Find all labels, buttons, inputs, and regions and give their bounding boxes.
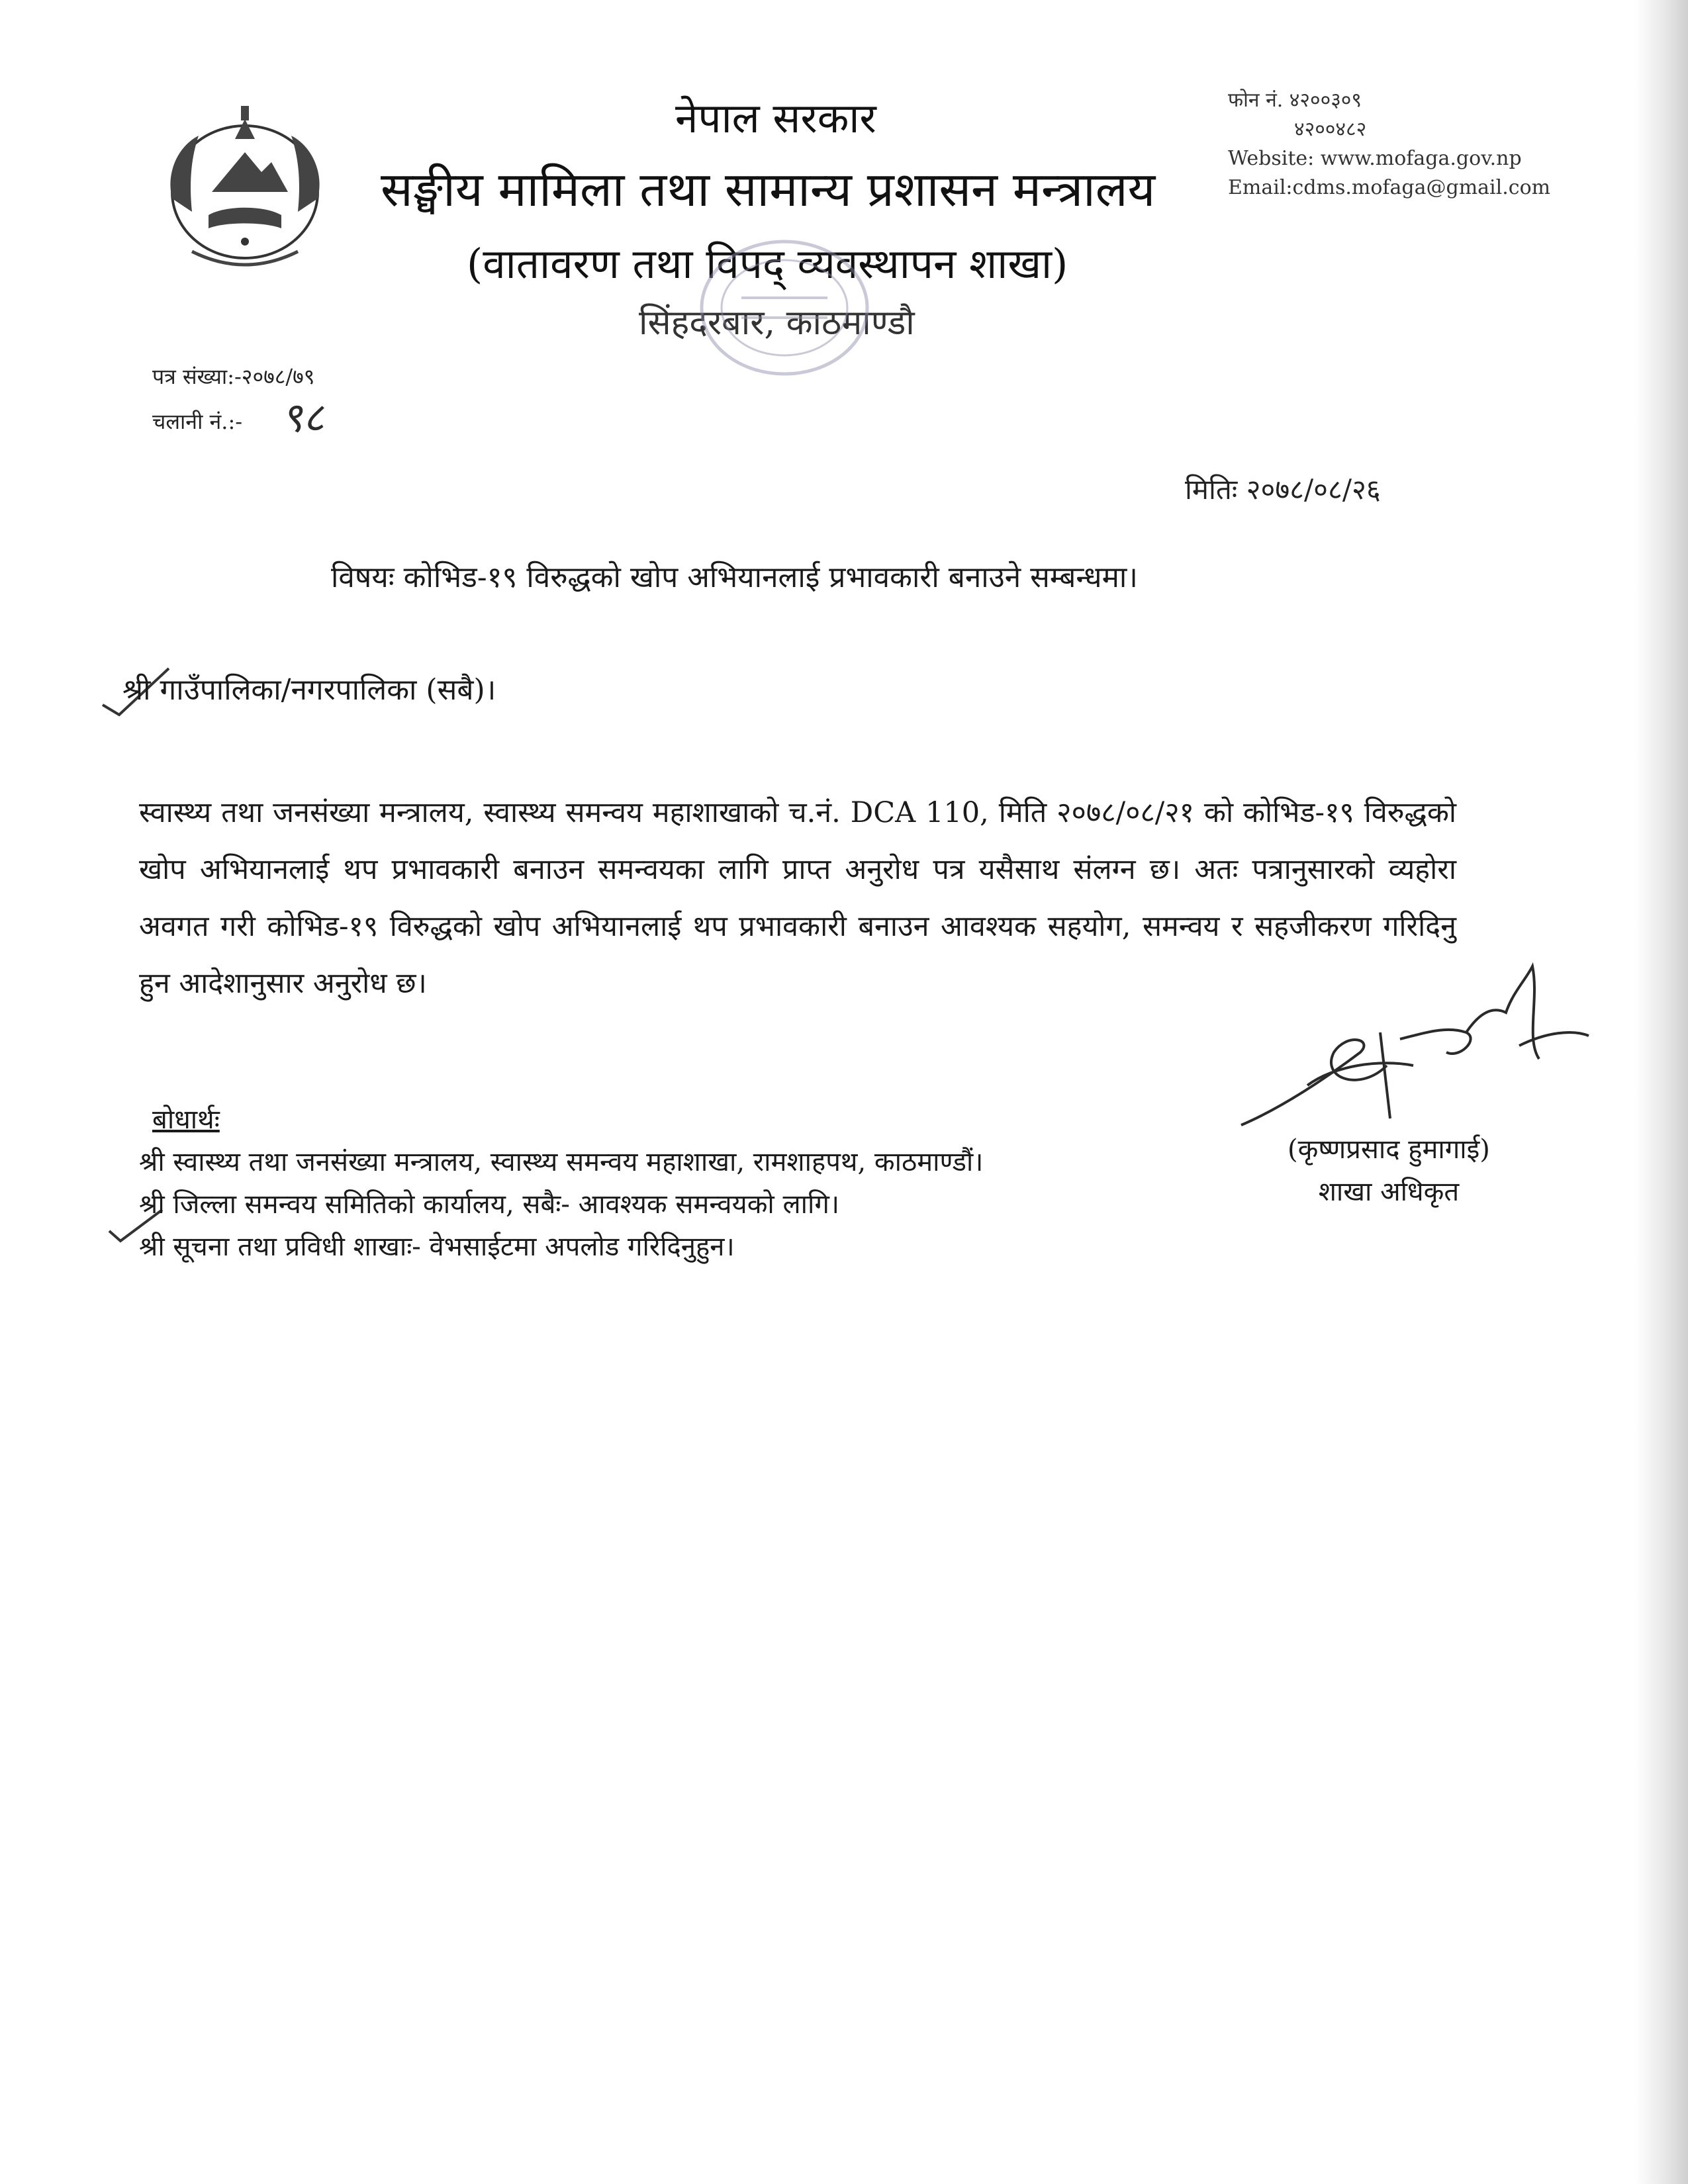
letter-date: मितिः २०७८/०८/२६: [1185, 473, 1381, 506]
letter-subject: विषयः कोभिड-१९ विरुद्धको खोप अभियानलाई प्रभावकारी बनाउने सम्बन्धमा।: [331, 561, 1138, 594]
phone-line-1: फोन नं. ४२००३०९: [1228, 89, 1362, 112]
letter-number: पत्र संख्या:-२०७८/७९: [152, 364, 315, 389]
cc-item: श्री स्वास्थ्य तथा जनसंख्या मन्त्रालय, स्वास्थ्य समन्वय महाशाखा, रामशाहपथ, काठमाण्डौं।: [139, 1147, 984, 1177]
ministry-name: सङ्घीय मामिला तथा सामान्य प्रशासन मन्त्रालय: [381, 161, 1156, 217]
letter-recipient: श्री गाउँपालिका/नगरपालिका (सबै)।: [122, 673, 496, 707]
letter-body: स्वास्थ्य तथा जनसंख्या मन्त्रालय, स्वास्थ्य समन्वय महाशाखाको च.नं. DCA 110, मिति २०७८/०८/२१ को कोभिड-१९ विरुद्धको खोप अभियानलाई थप प्रभावकारी बनाउन समन्वयका लागि प्राप्त अनुरोध पत्र यसैसाथ संलग्न छ। अतः पत्रानुसारको व्यहोरा अवगत गरी कोभिड-१९ विरुद्धको खोप अभियानलाई थप प्रभावकारी बनाउन आवश्यक सहयोग, समन्वय र सहजीकरण गरिदिनु हुन आदेशानुसार अनुरोध छ।: [139, 796, 1456, 1000]
scan-edge-shadow: [1635, 0, 1688, 2184]
email-text: Email:cdms.mofaga@gmail.com: [1228, 176, 1551, 199]
signatory-designation: शाखा अधिकृत: [1318, 1177, 1460, 1207]
branch-name: (वातावरण तथा विपद् व्यवस्थापन शाखा): [467, 240, 1068, 288]
contact-block: [1228, 86, 1550, 203]
cc-item: श्री सूचना तथा प्रविधी शाखाः- वेभसाईटमा अपलोड गरिदिनुहुन।: [139, 1232, 735, 1262]
office-stamp: [695, 235, 874, 381]
signatory-name: (कृष्णप्रसाद हुमागाई): [1288, 1134, 1490, 1165]
office-location: सिंहदरबार, काठमाण्डौ: [639, 303, 915, 343]
dispatch-number-row: [152, 393, 332, 444]
dispatch-label: चलानी नं.:-: [152, 409, 243, 434]
cc-item: श्री जिल्ला समन्वय समितिको कार्यालय, सबैः- आवश्यक समन्वयको लागि।: [139, 1189, 840, 1220]
dispatch-number-handwritten: ९८: [280, 393, 332, 441]
nepal-emblem-logo: [146, 99, 344, 278]
website-text: Website: www.mofaga.gov.np: [1228, 147, 1522, 170]
government-name: नेपाल सरकार: [675, 94, 876, 142]
cc-section: [139, 1099, 983, 1268]
signatory-block: [1288, 1128, 1490, 1213]
cc-heading: बोधार्थः: [152, 1105, 220, 1135]
phone-line-2: ४२००४८२: [1294, 118, 1367, 141]
reference-block: [152, 354, 332, 444]
